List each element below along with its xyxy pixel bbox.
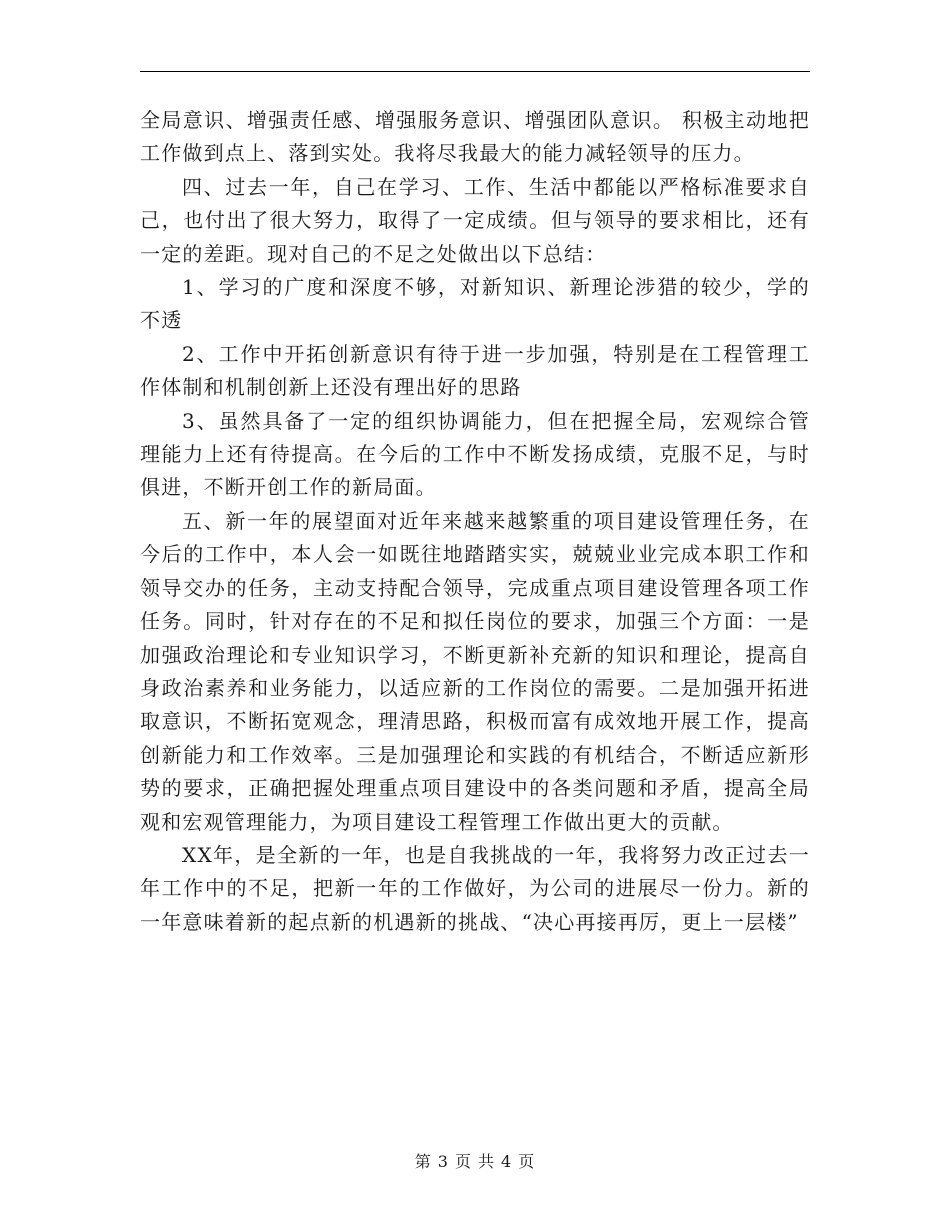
- paragraph-continuation: 全局意识、增强责任感、增强服务意识、增强团队意识。 积极主动地把工作做到点上、落到实处。我将尽我最大的能力减轻领导的压力。: [140, 108, 810, 166]
- footer-middle: 页 共: [454, 1152, 496, 1171]
- header-rule: [140, 71, 810, 72]
- page-footer: [0, 1151, 950, 1173]
- paragraph-item-1: 1、学习的广度和深度不够，对新知识、新理论涉猎的较少，学的不透: [140, 275, 810, 333]
- document-body: [140, 104, 810, 939]
- footer-prefix: 第: [414, 1152, 432, 1171]
- paragraph-section-four: 四、过去一年，自己在学习、工作、生活中都能以严格标准要求自己，也付出了很大努力，取得了一定成绩。但与领导的要求相比，还有一定的差距。现对自己的不足之处做出以下总结：: [140, 174, 810, 266]
- paragraph-item-2: 2、工作中开拓创新意识有待于进一步加强，特别是在工程管理工作体制和机制创新上还没有理出好的思路: [140, 341, 810, 400]
- paragraph-closing: XX年，是全新的一年，也是自我挑战的一年，我将努力改正过去一年工作中的不足，把新一年的工作做好，为公司的进展尽一份力。新的一年意味着新的起点新的机遇新的挑战、“决心再接再厉，更上一层楼”: [140, 842, 810, 934]
- paragraph-section-five: 五、新一年的展望面对近年来越来越繁重的项目建设管理任务，在今后的工作中，本人会一如既往地踏踏实实，兢兢业业完成本职工作和领导交办的任务，主动支持配合领导，完成重点项目建设管理各项工作任务。同时，针对存在的不足和拟任岗位的要求，加强三个方面：一是加强政治理论和专业知识学习，不断更新补充新的知识和理论，提高自身政治素养和业务能力，以适应新的工作岗位的需要。二是加强开拓进取意识，不断拓宽观念，理清思路，积极而富有成效地开展工作，提高创新能力和工作效率。三是加强理论和实践的有机结合，不断适应新形势的要求，正确把握处理重点项目建设中的各类问题和矛盾，提高全局观和宏观管理能力，为项目建设工程管理工作做出更大的贡献。: [140, 508, 810, 834]
- footer-page-number: 3: [437, 1152, 449, 1171]
- footer-total-pages: 4: [501, 1152, 513, 1171]
- footer-suffix: 页: [518, 1152, 536, 1171]
- paragraph-item-3: 3、虽然具备了一定的组织协调能力，但在把握全局，宏观综合管理能力上还有待提高。在今后的工作中不断发扬成绩，克服不足，与时俱进，不断开创工作的新局面。: [140, 408, 810, 500]
